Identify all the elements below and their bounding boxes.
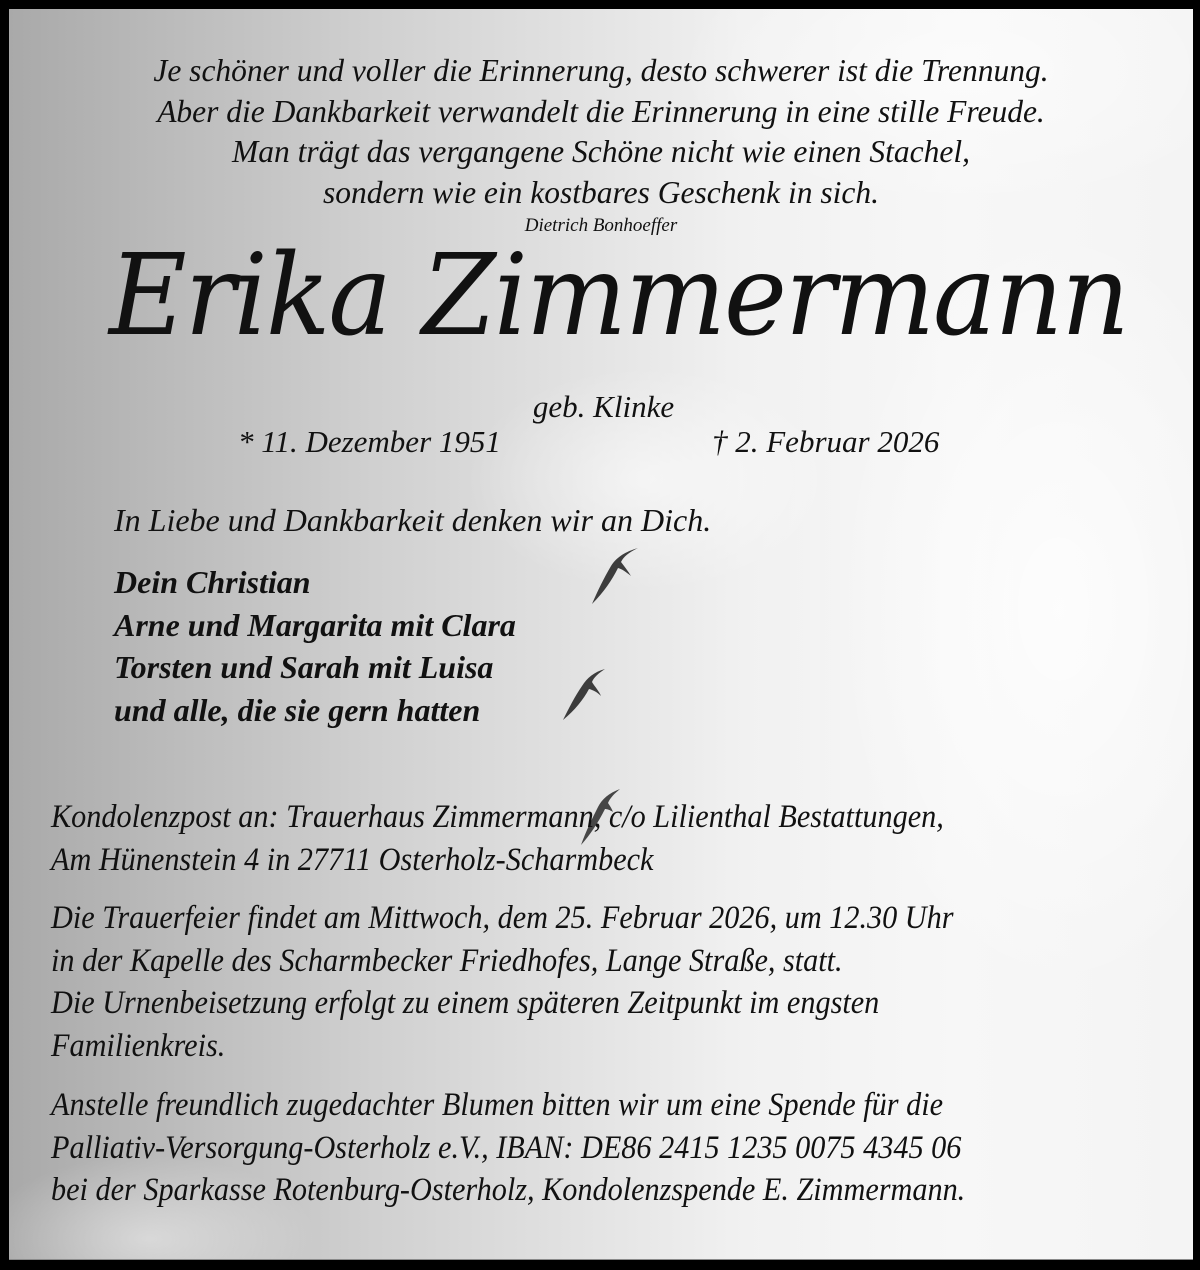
- family-signatures: [114, 561, 516, 731]
- condolence-address: [51, 796, 944, 881]
- donation-line: Anstelle freundlich zugedachter Blumen bitten wir um eine Spende für die: [51, 1087, 944, 1123]
- bonhoeffer-quote: [9, 51, 1193, 239]
- ceremony-info: [51, 897, 953, 1067]
- ceremony-line: Familienkreis.: [51, 1027, 226, 1064]
- remembrance-line: In Liebe und Dankbarkeit denken wir an Dich.: [114, 502, 712, 538]
- donation-request: [51, 1084, 965, 1212]
- flying-bird-icon: [584, 538, 644, 608]
- family-member: Arne und Margarita mit Clara: [114, 606, 516, 643]
- quote-line: Man trägt das vergangene Schöne nicht wie einen Stachel,: [231, 134, 971, 169]
- donation-line: Palliativ-Versorgung-Osterholz e.V., IBAN: DE86 2415 1235 0075 4345 06: [51, 1129, 962, 1166]
- obituary-notice: [9, 9, 1193, 1260]
- address-line: Am Hünenstein 4 in 27711 Osterholz-Scharmbeck: [51, 841, 654, 878]
- ceremony-line: in der Kapelle des Scharmbecker Friedhofes, Lange Straße, statt.: [51, 942, 843, 979]
- family-member: Dein Christian: [114, 564, 311, 600]
- family-member: Torsten und Sarah mit Luisa: [114, 649, 494, 685]
- address-line: Kondolenzpost an: Trauerhaus Zimmermann, c/o Lilienthal Bestattungen,: [51, 799, 944, 835]
- quote-author: Dietrich Bonhoeffer: [524, 215, 678, 236]
- birth-date: * 11. Dezember 1951: [238, 424, 501, 459]
- deceased-name: Erika Zimmermann: [109, 231, 1128, 361]
- death-date: † 2. Februar 2026: [712, 424, 940, 459]
- family-member: und alle, die sie gern hatten: [114, 691, 481, 728]
- donation-line: bei der Sparkasse Rotenburg-Osterholz, Kondolenzspende E. Zimmermann.: [51, 1172, 966, 1208]
- ceremony-line: Die Trauerfeier findet am Mittwoch, dem 25. Februar 2026, um 12.30 Uhr: [51, 900, 954, 936]
- quote-line: Aber die Dankbarkeit verwandelt die Erinnerung in eine stille Freude.: [157, 93, 1045, 129]
- flying-bird-icon: [557, 660, 612, 724]
- ceremony-line: Die Urnenbeisetzung erfolgt zu einem späteren Zeitpunkt im engsten: [51, 985, 880, 1021]
- quote-line: Je schöner und voller die Erinnerung, desto schwerer ist die Trennung.: [153, 53, 1049, 88]
- quote-line: sondern wie ein kostbares Geschenk in sich.: [322, 174, 880, 210]
- birth-name: geb. Klinke: [532, 389, 675, 424]
